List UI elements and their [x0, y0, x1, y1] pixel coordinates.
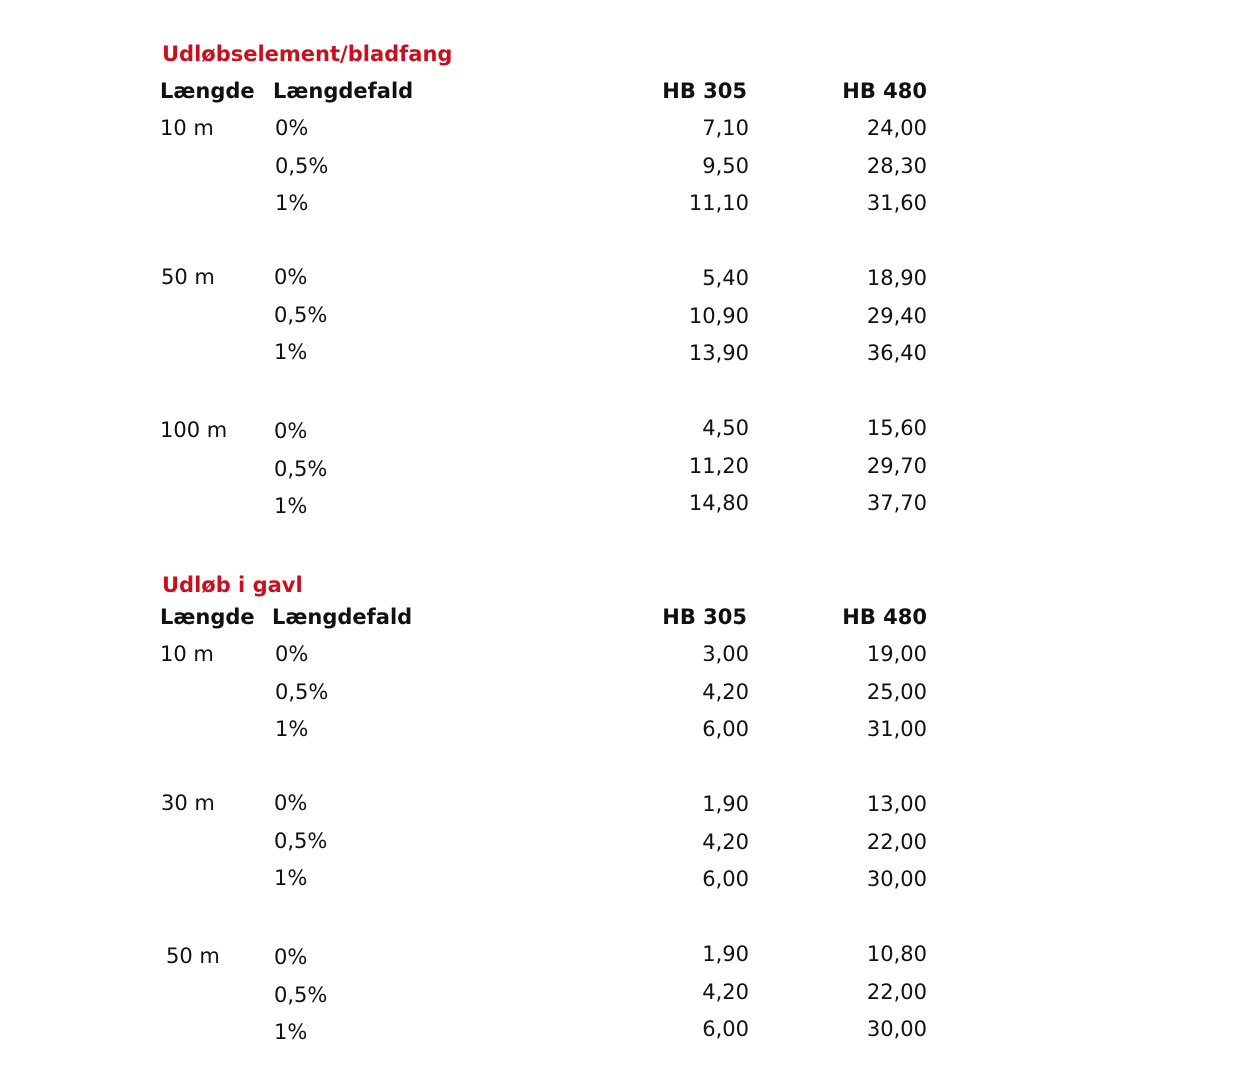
cell-fall: 1% — [274, 1020, 308, 1044]
cell-hb480: 31,60 — [866, 191, 927, 215]
cell-hb480: 22,00 — [866, 830, 927, 854]
cell-hb305: 3,00 — [702, 642, 749, 666]
cell-hb305: 1,90 — [702, 792, 749, 816]
group-length: 30 m — [161, 791, 215, 815]
header-hb480: HB 480 — [842, 79, 927, 103]
cell-hb305: 14,80 — [688, 491, 749, 515]
group-length: 10 m — [160, 642, 214, 666]
cell-hb305: 9,50 — [702, 154, 749, 178]
header-fall: Længdefald — [272, 605, 413, 629]
cell-hb480: 24,00 — [866, 116, 927, 140]
cell-hb305: 11,10 — [688, 191, 749, 215]
group-length: 100 m — [160, 418, 228, 442]
cell-hb480: 30,00 — [866, 867, 927, 891]
cell-hb480: 29,40 — [866, 304, 927, 328]
cell-fall: 0% — [274, 791, 308, 815]
cell-fall: 1% — [274, 494, 308, 518]
group-length: 50 m — [166, 944, 220, 968]
cell-fall: 1% — [275, 717, 309, 741]
cell-hb305: 4,20 — [702, 680, 749, 704]
cell-hb480: 19,00 — [866, 642, 927, 666]
cell-hb480: 25,00 — [866, 680, 927, 704]
cell-hb305: 4,50 — [702, 416, 749, 440]
cell-fall: 0% — [275, 116, 309, 140]
cell-hb480: 30,00 — [866, 1017, 927, 1041]
header-length: Længde — [160, 79, 255, 103]
cell-hb480: 28,30 — [866, 154, 927, 178]
cell-fall: 0,5% — [274, 457, 328, 481]
table-title: Udløbselement/bladfang — [162, 42, 453, 66]
header-hb305: HB 305 — [662, 605, 747, 629]
cell-fall: 1% — [274, 340, 308, 364]
cell-hb305: 11,20 — [688, 454, 749, 478]
cell-hb305: 6,00 — [702, 1017, 749, 1041]
table-title: Udløb i gavl — [162, 573, 303, 597]
cell-fall: 0,5% — [275, 154, 329, 178]
cell-hb480: 36,40 — [866, 341, 927, 365]
cell-hb480: 29,70 — [866, 454, 927, 478]
cell-hb480: 37,70 — [866, 491, 927, 515]
cell-hb305: 13,90 — [688, 341, 749, 365]
cell-hb480: 22,00 — [866, 980, 927, 1004]
header-fall: Længdefald — [273, 79, 414, 103]
cell-hb480: 13,00 — [866, 792, 927, 816]
cell-hb305: 1,90 — [702, 942, 749, 966]
cell-fall: 0% — [274, 945, 308, 969]
cell-hb480: 15,60 — [866, 416, 927, 440]
group-length: 50 m — [161, 265, 215, 289]
cell-hb305: 5,40 — [702, 266, 749, 290]
cell-hb480: 18,90 — [866, 266, 927, 290]
group-length: 10 m — [160, 116, 214, 140]
cell-fall: 0% — [274, 265, 308, 289]
cell-fall: 1% — [274, 866, 308, 890]
cell-fall: 0,5% — [274, 829, 328, 853]
cell-fall: 1% — [275, 191, 309, 215]
cell-fall: 0,5% — [274, 303, 328, 327]
header-hb480: HB 480 — [842, 605, 927, 629]
cell-fall: 0,5% — [275, 680, 329, 704]
cell-hb305: 10,90 — [688, 304, 749, 328]
header-hb305: HB 305 — [662, 79, 747, 103]
cell-hb480: 10,80 — [866, 942, 927, 966]
cell-fall: 0,5% — [274, 983, 328, 1007]
cell-hb480: 31,00 — [866, 717, 927, 741]
header-length: Længde — [160, 605, 255, 629]
cell-hb305: 4,20 — [702, 980, 749, 1004]
cell-hb305: 6,00 — [702, 867, 749, 891]
cell-hb305: 7,10 — [702, 116, 749, 140]
cell-hb305: 4,20 — [702, 830, 749, 854]
cell-fall: 0% — [275, 642, 309, 666]
cell-fall: 0% — [274, 419, 308, 443]
cell-hb305: 6,00 — [702, 717, 749, 741]
